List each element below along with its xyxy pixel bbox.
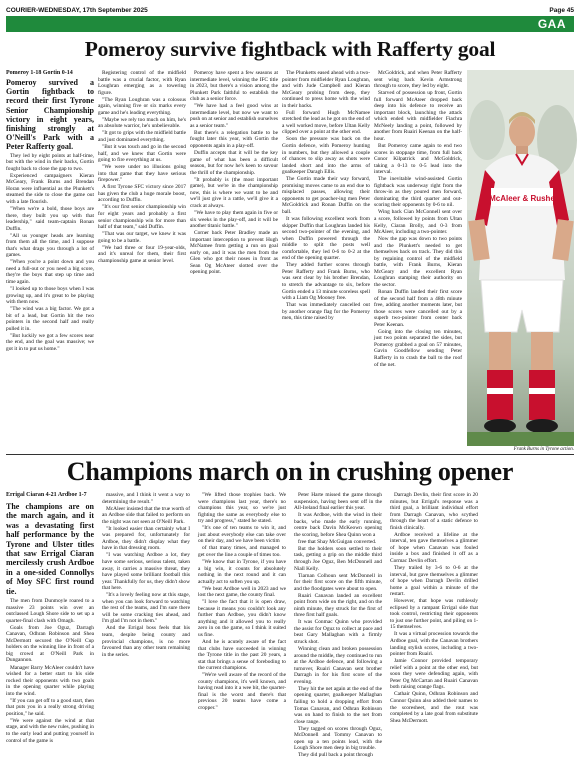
paragraph: "It's one of ten teams to win it, and just about everybody else can take over on their day, and we have been victim [198,525,286,545]
story2-column-2 [102,492,190,732]
paragraph: "But it was touch and go in the second half, and we knew that Gortin were going to fire everything at us. [98,144,186,164]
paragraph: free that Shay McGuigan converted. [298,538,377,545]
paragraph: "The wind was a big factor. We got a bit of a lead, but Gortin hit the two pointers in the second half and really pulled it in. [6,306,94,332]
paragraph: "When you're a point down and you need a full-out or you need a big score, they're the boys that step up time and time again. [6,259,94,286]
paragraph: "That was our target, we knew it was going to be a battle. [98,231,186,244]
paragraph: It was following excellent work from skipper Duffin that Loughran landed his second two-pointer of the evening, and when Duffin powered through the middle to split the posts well comfortable, they led 0-6 to 0-2 at the end of the opening quarter. [282,216,370,262]
paragraph: Darragh Devlin, their first score in 20 minutes, but Errigal's response was a third goal, a brilliant individual effort from Darragh Canavan, who scythed through the heart of a static defence to finish clinically. [390,492,478,531]
section-label: GAA [537,17,566,31]
paragraph: "We were against the wind at that stage, and with the new rules, pushing in to the early lead and putting yourself in control of the game is [6,717,94,744]
paragraph: Tiarnan Colhoun sent McDonnell in for their first score on the fifth minute, and the floodgates were about to open. [294,572,382,592]
story1-scoreline: Pomeroy 1-18 Gortin 0-14 [6,70,73,76]
paragraph: "Maybe we rely too much on him, he's an absolute warrior, he's unbelievable. [98,116,186,130]
paragraph: "When we're a bold, those boys are there, they built you up with that leadership," said team-captain Ronan Duffin. [6,206,94,232]
paragraph: Starved of possession up front, Gortin full forward McAteer dropped back deep into his defence to receive an important block, launching the attack which ended with midfielder Fiachra McNeely landing a point, followed by another from Ruairi Keenan on the half-hour. [374,90,462,142]
story1-column-3 [190,70,278,453]
paragraph: Duffin accepts that it will be the key game of what has been a difficult season, but for now he's keen to savour the thrill of the championship. [190,150,278,176]
paragraph: Manager Barry McAleer couldn't have wished for a better start to his side rocked their opponents with two goals in the opening quarter while playing into the wind. [6,664,94,697]
paragraph: "We beat Ardboe well in 2023 and we lost the next game, the county final. [198,585,286,599]
paragraph: They trailed by 3-6 to 0-6 at the interval, but gave themselves a glimmer of hope when Darragh Devlin drilled home a goal within a minute of the restart. [390,565,478,598]
paragraph: Wing back Cian McConnell sent over a score, followed by points from Ultan Kelly, Ciaran Brolly, and 0-3 from McAleer, including a two-pointer. [374,209,462,236]
paragraph: Soon the pressure was back on the Gortin defence, with Pomeroy hunting in numbers, but they allowed a couple of chances to slip away as shots were landed short and into the arms of goalkeeper Daragh Ellis. [282,136,370,176]
section-divider [6,454,574,455]
paragraph: It was a virtual procession towards the Ardboe goal, with the Canavan brothers landing stylish scores, including a two-pointer from Ruairi. [390,631,478,658]
paragraph: "We were under no illusions going into that game that they have serious firepower." [98,164,186,184]
paragraph: The Plunketts eased ahead with a two-pointer from midfielder Ryan Loughran, and with Jude Campbell and Kieran McGeary probing from deep, they continued to press home with the wind in their backs. [282,70,370,109]
paragraph: Ronan Duffin landed their first score of the second half from a 48th minute free, adding another moments later, but those scores were cancelled out by a superb two-pointer from center back Peter Keenan. [374,289,462,328]
paragraph: And the Errigal boss feels that his team, despite being county and provincial champions, is no more favoured than any other team remaining in the series. [102,625,190,658]
story2-scoreline: Errigal Ciaran 4-21 Ardboe 1-7 [6,492,87,498]
paragraph: But the holders soon settled to their task, getting a grip on the middle third through Joe Oguz, Ben McDonnell and Niall Kelly. [294,545,382,572]
story2-column-4 [294,492,382,759]
paragraph: McAleer insisted that the true worth of an Ardboe side that failed to perform on the night was not seen at O'Neill Park. [102,505,190,525]
story1-column-1 [6,70,94,453]
story1-standfirst: Pomeroy survived a Gortin fightback to record their first Tyrone Senior Championship victory in eight years, finishing strongly at O'Neill's Park with a Peter Rafferty goal. [6,78,94,152]
paragraph: "I was watching Ardboe a lot, they have some serious, serious talent, taken away, it carries a massive threat, they have played some brilliant football this year. Thankfully for us, they didn't show that here. [102,552,190,592]
story1-column-4 [282,70,370,453]
story2-column-1 [6,492,94,744]
paragraph: "It's a lovely feeling now at this stage, when you can look forward to watching the rest of the teams, and I'm sure there will be some cracking ties ahead, and I'm glad I'm not in them." [102,592,190,625]
story2-column-5 [390,492,478,732]
paragraph: However, that hope was ruthlessly eclipsed by a rampant Errigal side that took control, restricting their opponents to just one further point, and piling on 1-15 themselves. [390,598,478,631]
paragraph: They tagged on scores through Oguz, McDonnell and Tommy Canavan to open up a ten points lead, with the Lough Shore men deep in big trouble. [294,725,382,752]
paragraph: But Pomeroy came again to end two scores in stoppage time, from full back Conor Kilpatrick and McGoldrick, taking a 0-13 to 0-5 lead into the interval. [374,143,462,176]
photo-caption: Frank Burns in Tyrone action. [513,447,574,452]
paragraph: "We lifted those trophies back. We were champions last year, there's no champions this year, so we're just fighting the same as everybody else to try and progress," stated he stated. [198,492,286,525]
paragraph: The men from Dunmoyle roared to a massive 23 points win over an outclassed Lough Shore side to set up a quarter-final clash with Omagh. [6,598,94,624]
issue-date: COURIER-WEDNESDAY, 17th September 2025 [6,6,148,14]
paragraph: Ardboe received a lifeline at the interval, ten gave themselves a glimmer of hope when Canavan was fouled inside a box and finished it off as a Cormac Devlin effort. [390,531,478,564]
paragraph: "We know that in Tyrone, if you have a big win, it counts for absolutely nothing in the next round and it can actually act to soften you up. [198,558,286,585]
paragraph: "It's our first senior championship win for eight years and probably a first senior championship win for more than half of that team," said Duffin. [98,204,186,231]
paragraph: "All us younger heads are learning from them all the time, and I suppose that's what drags you through a lot of games. [6,232,94,259]
section-bar [6,16,574,32]
paragraph: That was immediately cancelled out by another orange flag for the Pomeroy men, this time raised by [282,302,370,322]
paragraph: It was Conmac Quinn who provided the assist for Oguz to collect at pace and beat Gary Mallaghan with a firmly struck shot. [294,619,382,646]
story2-body [6,492,574,759]
paragraph: Jamie Connor provided temporary relief with a point at the other end, but soon they were defending again, with Peter Og McCartan and Ruairi Canavan both raising orange flags. [390,658,478,691]
paragraph: "We're well aware of the record of the county champions, it's well known, and having read into it a wee bit, the quarter-final is the worst and there's that previous 20 teams have come a cropper." [198,672,286,711]
paragraph: Winning clean and broken possession around the middle, they continued to run at the Ardboe defence, and following a turnover, Ruairi Canavan sent brother Darragh in for his first score of the evening. [294,646,382,685]
paragraph: McGoldrick, and when Peter Rafferty sent wing back Kevin Armstrong through to score, they led by eight. [374,70,462,90]
paragraph: Corner back Peter Bradley made an important interception to prevent Hugh McNamee from getting a run on goal early on, and it was the men from the Glen who got their noses in front as Sean Og McAteer slotted over the opening point. [190,230,278,276]
paragraph: "It got to grips with the midfield battle and just dominated everything. [98,130,186,143]
story1-column-2 [98,70,186,453]
paragraph: "I love the fact that it is open draw, because it means you couldn't look any further than Ardboe, you didn't know anything and it allowed you to really zero in on the game, so I think it suited us fine. [198,599,286,638]
page-header [6,4,574,16]
story2-headline: Champions march on in crushing opener [66,457,514,486]
paragraph: Now the gap was down to two points and the Plunkett's needed to get themselves back on track. They did this by regaining control of the midfield battle, with Frank Burns, Kieran McGeary and the excellent Ryan Loughran stamping their authority on the sector. [374,236,462,288]
paragraph: Ruairi Canavan landed an excellent point from wide on the right, and on the ninth minute, they struck for the first of three first half goals. [294,592,382,619]
paragraph: "The Ryan Loughran was a colossus again, winning five or six marks every game and he's leading everything. [98,96,186,116]
paragraph: Full forward Hugh McNamee stretched the lead as he got on the end of a well worked move, before Ultan Kelly clipped over a point at the other end. [282,109,370,136]
paragraph: They did pull back a point through [298,752,373,759]
story2-standfirst: The champions are on the march again, and it was a devastating first half performance by the Tyrone and Ulster titles that saw Errigal Ciaran mercilessly crush Ardboe in a one-sided Connollys of Moy SFC first round tie. [6,502,94,596]
paragraph: "We have to play them again in five or six weeks in the play-off, and it will be another titanic battle." [190,209,278,230]
story2-column-3 [198,492,286,732]
paragraph: And he is acutely aware of the fact that clubs have succeeded in winning the Tyrone title in the past 20 years, a stat that brings a sense of foreboding to the current champions. [198,639,286,672]
player-illustration [467,70,574,446]
paragraph: Goals from Joe Oguz, Darragh Canavan, Odhran Robinson and Shea McDermott secured the O'Neill Cup holders on the winning line in front of a big crowd at O'Neill Park in Dungannon. [6,624,94,664]
paragraph: Cathair Quinn, Odhran Robinson and Connor Quinn also added their names to the scoresheet, and the rout was completed by a late goal from substitute Shea McDermott. [390,691,478,724]
paragraph: of that many times, and managed to get over the line a couple of times too. [198,545,286,558]
paragraph: massive, and I think it went a way to determining the result." [102,492,190,505]
paragraph: Experienced campaigners Kieran McGeary, Frank Burns and Brendan Horan were influential as the Plunkett's steamed the side to close the game out with a late flourish. [6,172,94,205]
paragraph: "We have had a feel good wins at intermediate level, but now we want to push on at senior and establish ourselves as a senior team." [190,103,278,129]
paragraph: "If you can get off to a good start, then that puts you in a really strong driving position," he said. [6,697,94,717]
paragraph: Pomeroy have spent a few seasons at intermediate level, winning the IFC title in 2023, but there's a vision among the Plunkett Park faithful to establish the club as a senior force. [190,70,278,103]
paragraph: The Gortin made their way forward, promising moves came to an end due to misplaced passes, allowing their opponents to get poacher-ing men Peter McGoldrick and Ronan Duffin on the ball. [282,176,370,215]
paragraph: The inevitable wind-assisted Gortin fightback was underway right from the throw-in as they poured men forward, dominating the third quarter and out-scoring their opponents by 0-6 to nil. [374,176,462,209]
jersey-sponsor-text: McAleer & Rushe [489,194,555,203]
story1-body [6,70,574,453]
paragraph: "It probably is (the most important game), but we're in the championship now, this is where we want to be and we'll just give it a rattle, we'll give it a crack at always. [190,176,278,209]
paragraph: They hit the net again at the end of the opening quarter, goalkeeper Mallaghan failing to hold a dropping effort from Tomas Canavan, and Odhran Robinson was on hand to finish to the net from close range. [294,685,382,725]
paragraph: "I looked up to those boys when I was growing up, and it's great to be playing with them now. [6,286,94,306]
paragraph: Peter Harte missed the game through suspension, having been sent off in the All-Ireland final earlier this year. [294,492,382,512]
paragraph: "We had three or four 19-year-olds, and it's unreal for them, their first championship game at senior level. [98,244,186,264]
paragraph: "But luckily we got a few scores near the end, and the goal was massive; we got it in to put us home." [6,332,94,352]
story1-column-5 [374,70,462,368]
paragraph: They added further scores through Peter Rafferty and Frank Burns, who was sent clear by his brother Brendan, to stretch the advantage to six, before Gortin ended a 13 minute scoreless spell with a Liam Og Mooney free. [282,262,370,302]
paragraph: Going into the closing ten minutes, just two points separated the sides, but Pomeroy grabbed a goal on 57 minutes, Gavin Goodfellow sending Peter Rafferty in to crash the ball to the roof of the net. [374,328,462,368]
paragraph: It was Ardboe, with the wind in their backs, who made the early running, centre back Davin McKeown opening the scoring, before Shea Quinn won a [294,512,382,538]
paragraph: But there's a relegation battle to be fought later this year, with Gortin the opponents again in a play-off. [190,129,278,150]
story1-headline: Pomeroy survive fightback with Rafferty goal [84,37,496,61]
paragraph: They led by eight points at half-time, but with the wind in their backs, Gortin fought back to close the gap to two. [6,152,94,172]
paragraph: Registering control of the midfield battle was a crucial factor, with Ryan Loughran emerging as a towering figure. [98,70,186,96]
player-photo [467,70,574,446]
paragraph: "It looked easier than certainly what I was prepared for, unfortunately for Ardboe, they didn't display what they have in that dressing room. [102,525,190,552]
page-number: Page 45 [549,6,574,14]
paragraph: A first Tyrone SFC victory since 2017 has given the club a huge morale boost, according to Duffin. [98,184,186,204]
